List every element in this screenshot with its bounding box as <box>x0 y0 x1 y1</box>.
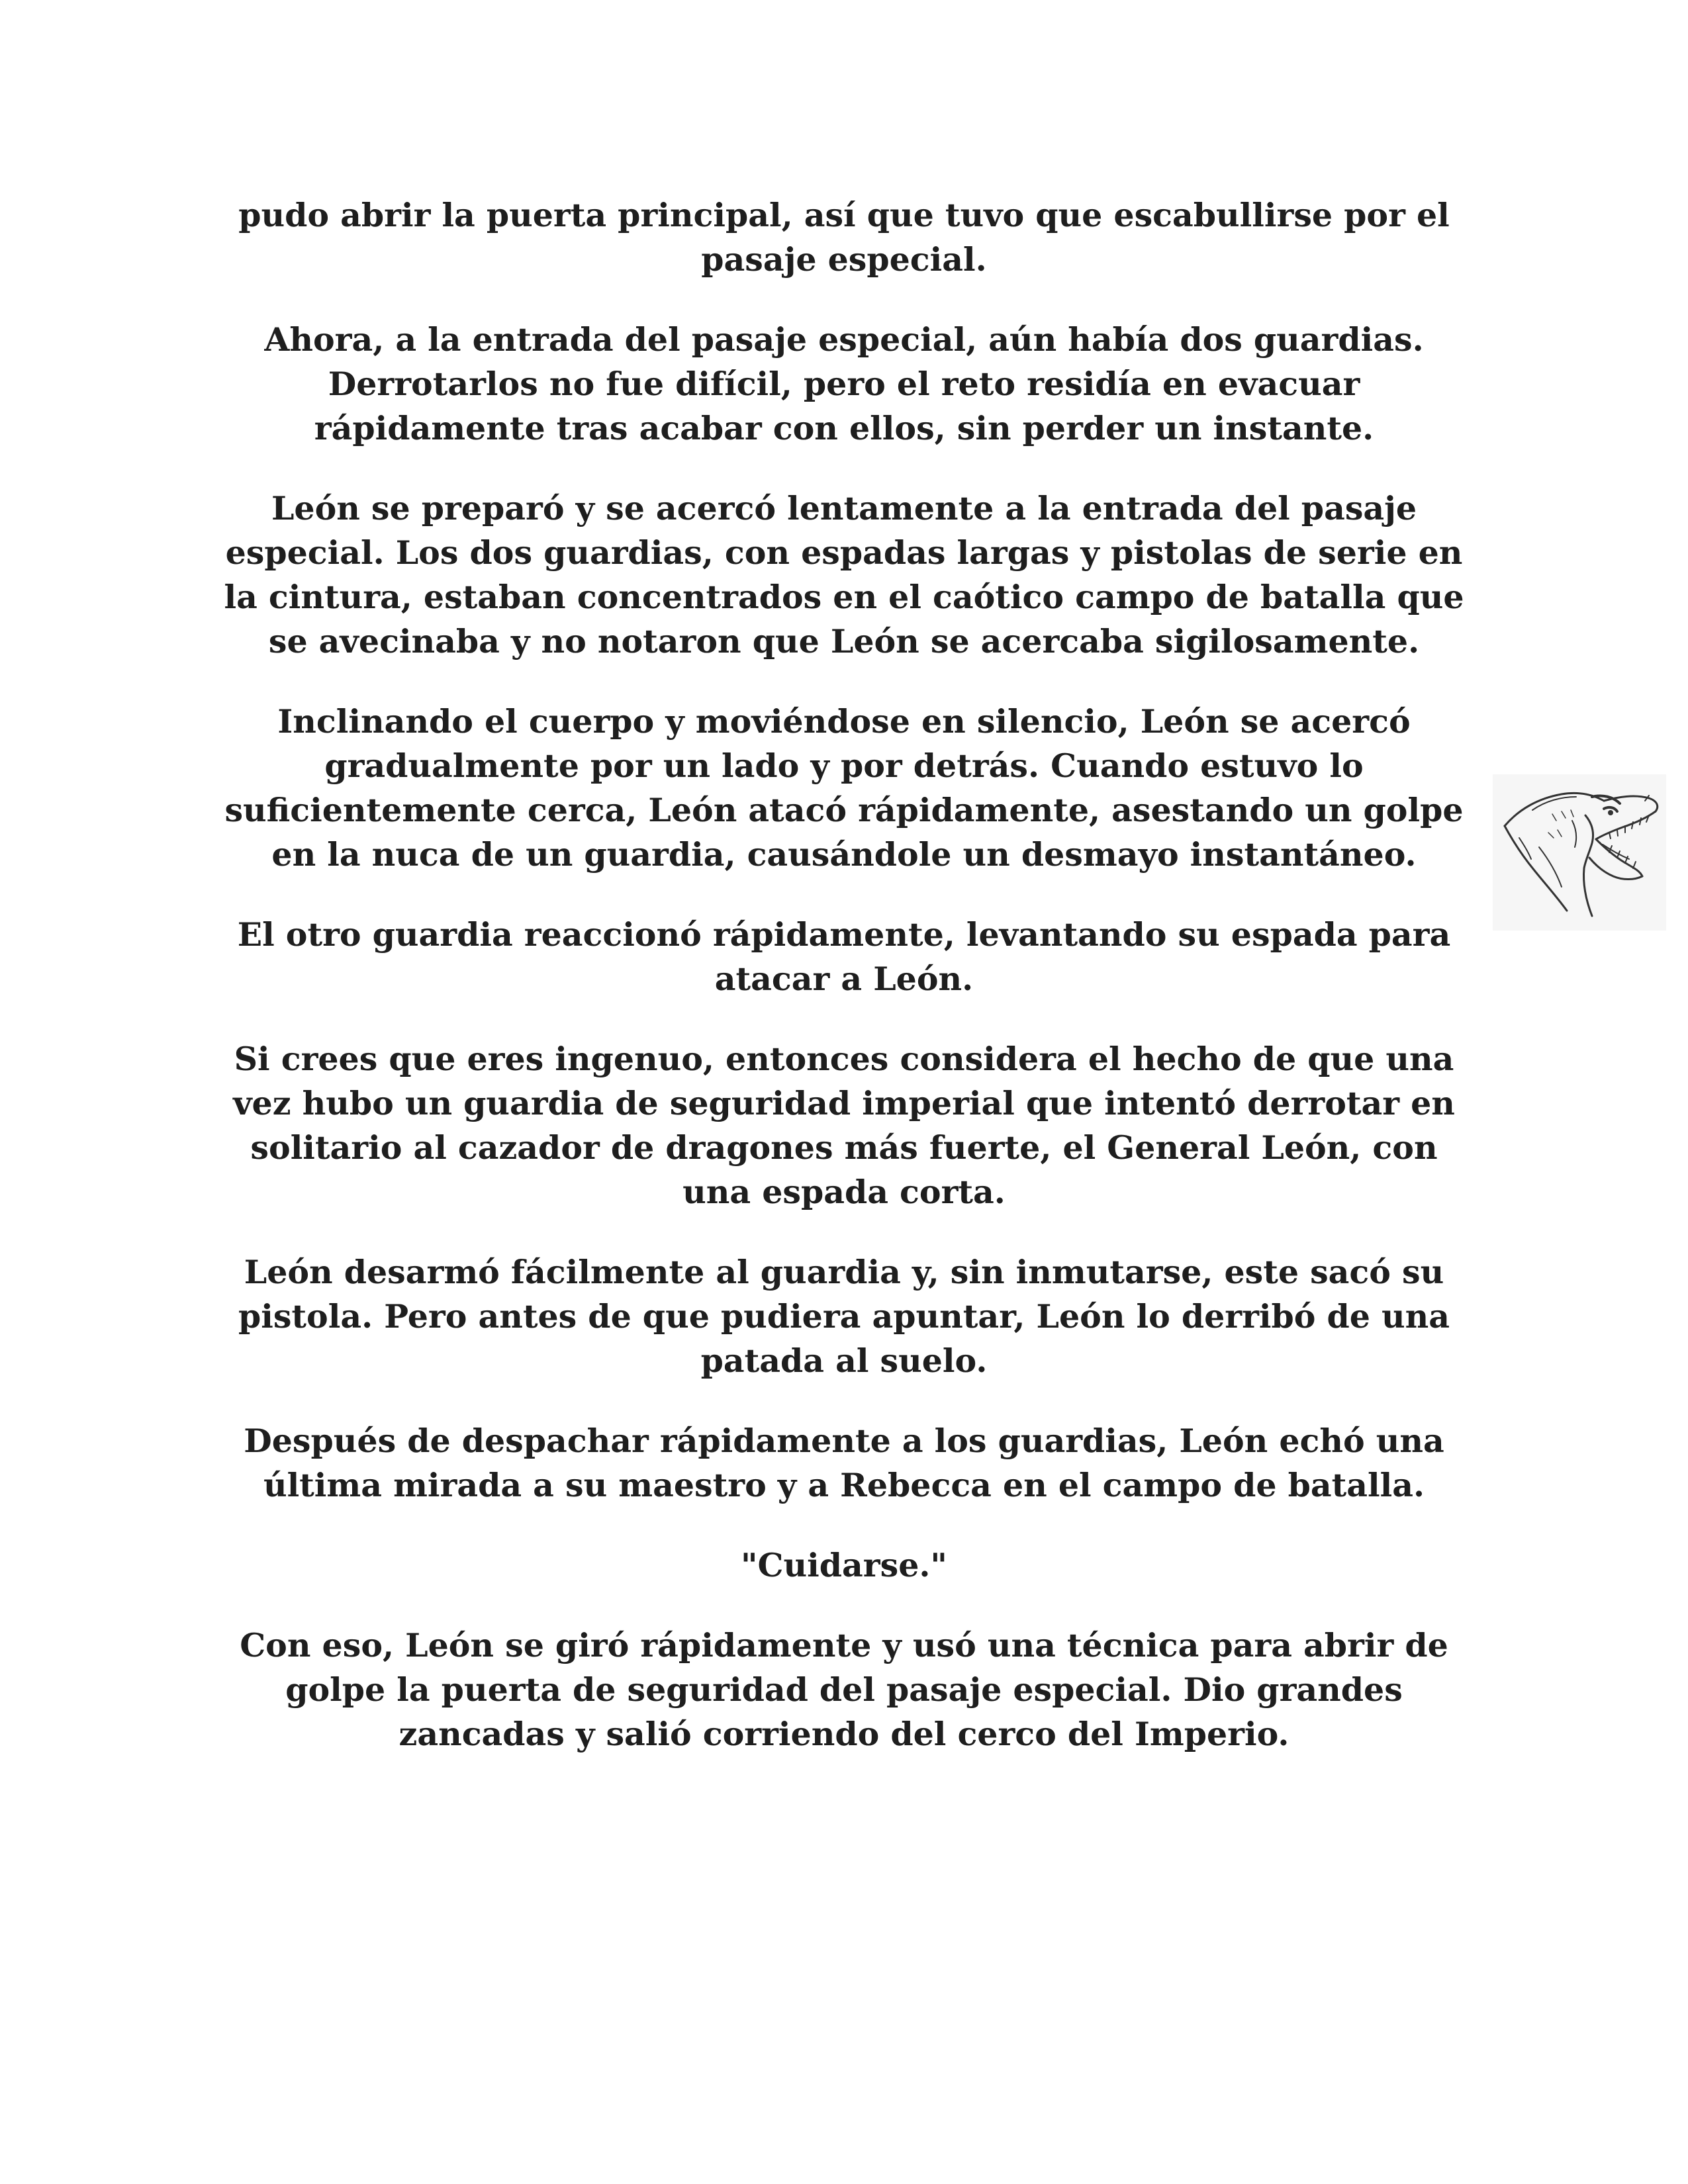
paragraph-3: León se preparó y se acercó lentamente a la entrada del pasaje especial. Los dos guardias, con espadas largas y pistolas de serie en la cintura, estaban concentrados en el caótico campo de batalla que se avecinaba y no notaron que León se acercaba sigilosamente. <box>224 489 1464 660</box>
paragraph-6: Si crees que eres ingenuo, entonces considera el hecho de que una vez hubo un guardia de seguridad imperial que intentó derrotar en solitario al cazador de dragones más fuerte, el General León, con una espada corta. <box>233 1040 1455 1211</box>
paragraph-2: Ahora, a la entrada del pasaje especial, aún había dos guardias. Derrotarlos no fue difícil, pero el reto residía en evacuar rápidamente tras acabar con ellos, sin perder un instante. <box>264 320 1424 447</box>
paragraph-5: El otro guardia reaccionó rápidamente, levantando su espada para atacar a León. <box>237 915 1451 998</box>
paragraph-8: Después de despachar rápidamente a los guardias, León echó una última mirada a su maestro y a Rebecca en el campo de batalla. <box>244 1422 1444 1504</box>
paragraph-7: León desarmó fácilmente al guardia y, sin inmutarse, este sacó su pistola. Pero antes de que pudiera apuntar, León lo derribó de una patada al suelo. <box>238 1253 1450 1380</box>
paragraph-4: Inclinando el cuerpo y moviéndose en silencio, León se acercó gradualmente por un lado y por detrás. Cuando estuvo lo suficientemente cerca, León atacó rápidamente, asestando un golpe en la nuca de un guardia, causándole un desmayo instantáneo. <box>224 702 1464 874</box>
story-text <box>218 193 1470 1792</box>
dinosaur-head-sketch-icon <box>1493 774 1666 931</box>
paragraph-10: Con eso, León se giró rápidamente y usó una técnica para abrir de golpe la puerta de seguridad del pasaje especial. Dio grandes zancadas y salió corriendo del cerco del Imperio. <box>240 1626 1448 1753</box>
paragraph-1: pudo abrir la puerta principal, así que tuvo que escabullirse por el pasaje especial. <box>238 196 1450 279</box>
paragraph-9: "Cuidarse." <box>741 1546 947 1584</box>
